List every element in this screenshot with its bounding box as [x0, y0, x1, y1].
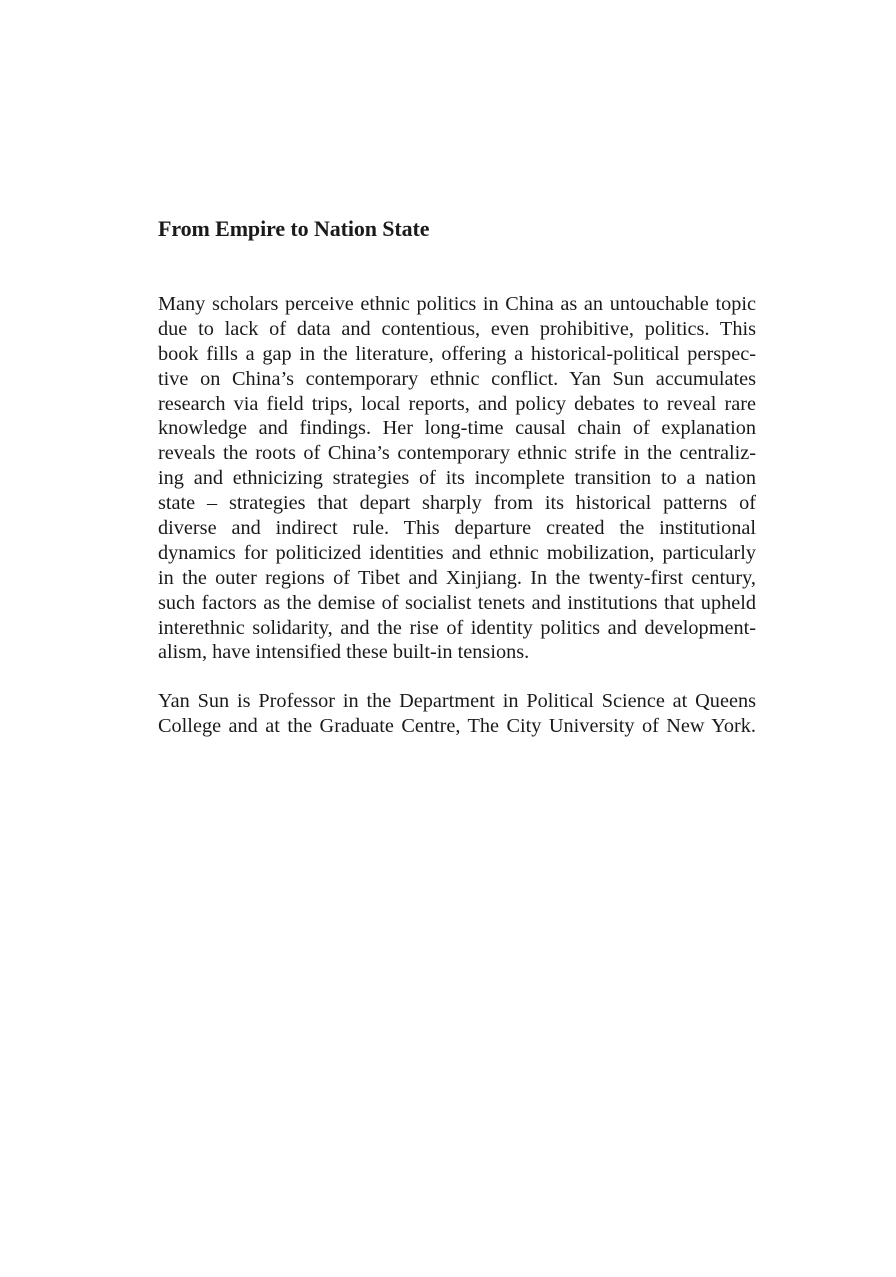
author-bio-line: College and at the Graduate Centre, The City University of New York.	[158, 715, 756, 738]
description-line: interethnic solidarity, and the rise of identity politics and development-	[158, 616, 756, 639]
description-line: research via field trips, local reports, and policy debates to reveal rare	[158, 392, 756, 415]
description-line: tive on China’s contemporary ethnic conflict. Yan Sun accumulates	[158, 367, 756, 390]
description-line: state – strategies that depart sharply from its historical patterns of	[158, 492, 756, 515]
author-bio-line: Yan Sun is Professor in the Department in Political Science at Queens	[158, 690, 756, 713]
description-line: ing and ethnicizing strategies of its incomplete transition to a nation	[158, 467, 756, 490]
book-title: From Empire to Nation State	[158, 216, 430, 241]
description-line: diverse and indirect rule. This departure created the institutional	[158, 517, 756, 540]
description-line: dynamics for politicized identities and ethnic mobilization, particularly	[158, 541, 756, 564]
description-line: Many scholars perceive ethnic politics in China as an untouchable topic	[158, 293, 756, 315]
description-line: due to lack of data and contentious, even prohibitive, politics. This	[158, 317, 756, 340]
paragraph-spacer	[158, 665, 756, 689]
author-bio	[158, 689, 756, 739]
description-line: knowledge and findings. Her long-time causal chain of explanation	[158, 417, 756, 440]
description-line: reveals the roots of China’s contemporary ethnic strife in the centraliz-	[158, 442, 756, 465]
description-line: book fills a gap in the literature, offering a historical-political perspec-	[158, 342, 756, 365]
description-line: such factors as the demise of socialist tenets and institutions that upheld	[158, 591, 756, 614]
description-line: alism, have intensified these built-in tensions.	[158, 641, 530, 664]
description-line: in the outer regions of Tibet and Xinjiang. In the twenty-first century,	[158, 566, 756, 589]
book-description	[158, 292, 756, 739]
